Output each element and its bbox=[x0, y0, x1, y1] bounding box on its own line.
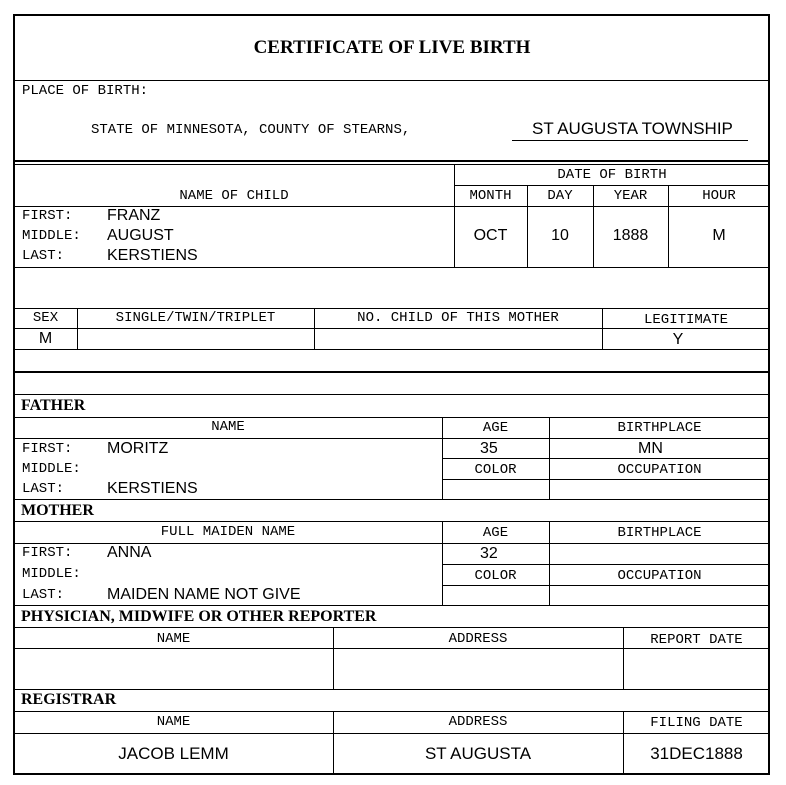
plurality-label: SINGLE/TWIN/TRIPLET bbox=[115, 310, 276, 326]
mother-last-label: LAST: bbox=[22, 587, 65, 603]
father-birthplace-label: BIRTHPLACE bbox=[617, 420, 702, 436]
father-occupation-label: OCCUPATION bbox=[617, 462, 702, 478]
township-underline bbox=[512, 140, 748, 141]
father-age-label: AGE bbox=[482, 420, 509, 436]
date-of-birth-header: DATE OF BIRTH bbox=[557, 167, 667, 183]
child-last-name: KERSTIENS bbox=[107, 247, 198, 264]
mother-last-name: MAIDEN NAME NOT GIVE bbox=[107, 586, 301, 603]
reporter-name-label: NAME bbox=[156, 631, 191, 647]
birth-day: 10 bbox=[551, 227, 569, 244]
child-middle-name: AUGUST bbox=[107, 227, 174, 244]
birth-hour: M bbox=[712, 227, 726, 244]
father-last-label: LAST: bbox=[22, 481, 65, 497]
filing-date-label: FILING DATE bbox=[650, 715, 743, 731]
report-date-label: REPORT DATE bbox=[650, 632, 743, 648]
month-label: MONTH bbox=[469, 188, 512, 204]
mother-name-header: FULL MAIDEN NAME bbox=[160, 524, 296, 540]
father-age: 35 bbox=[480, 440, 498, 457]
mother-occupation-label: OCCUPATION bbox=[617, 568, 702, 584]
father-color-label: COLOR bbox=[474, 462, 517, 478]
hour-label: HOUR bbox=[702, 188, 736, 204]
father-section-label: FATHER bbox=[21, 397, 86, 414]
reporter-address-label: ADDRESS bbox=[448, 631, 508, 647]
filing-date: 31DEC1888 bbox=[650, 744, 743, 763]
legitimate-label: LEGITIMATE bbox=[643, 312, 728, 328]
child-first-label: FIRST: bbox=[22, 208, 73, 224]
child-first-name: FRANZ bbox=[107, 207, 161, 224]
father-first-name: MORITZ bbox=[107, 440, 169, 457]
reporter-section-label: PHYSICIAN, MIDWIFE OR OTHER REPORTER bbox=[21, 608, 377, 625]
day-label: DAY bbox=[547, 188, 573, 204]
father-last-name: KERSTIENS bbox=[107, 480, 198, 497]
father-first-label: FIRST: bbox=[22, 441, 73, 457]
mother-age-label: AGE bbox=[482, 525, 509, 541]
mother-first-label: FIRST: bbox=[22, 545, 73, 561]
child-last-label: LAST: bbox=[22, 248, 65, 264]
registrar-name: JACOB LEMM bbox=[118, 744, 229, 763]
registrar-address: ST AUGUSTA bbox=[424, 744, 532, 763]
year-label: YEAR bbox=[613, 188, 648, 204]
child-number-label: NO. CHILD OF THIS MOTHER bbox=[357, 310, 559, 326]
name-of-child-header: NAME OF CHILD bbox=[179, 188, 289, 204]
township-value: ST AUGUSTA TOWNSHIP bbox=[532, 119, 733, 138]
birth-year: 1888 bbox=[612, 227, 649, 244]
mother-color-label: COLOR bbox=[474, 568, 517, 584]
certificate-title: CERTIFICATE OF LIVE BIRTH bbox=[253, 37, 531, 58]
place-of-birth-label: PLACE OF BIRTH: bbox=[22, 83, 149, 99]
mother-age: 32 bbox=[480, 545, 498, 562]
father-middle-label: MIDDLE: bbox=[22, 461, 81, 477]
sex-value: M bbox=[38, 330, 53, 347]
legitimate-value: Y bbox=[672, 331, 684, 348]
father-name-header: NAME bbox=[211, 419, 245, 435]
state-county-text: STATE OF MINNESOTA, COUNTY OF STEARNS, bbox=[91, 122, 411, 138]
registrar-section-label: REGISTRAR bbox=[21, 691, 117, 708]
mother-first-name: ANNA bbox=[107, 544, 152, 561]
mother-section-label: MOTHER bbox=[21, 502, 94, 519]
registrar-address-label: ADDRESS bbox=[448, 714, 508, 730]
birth-month: OCT bbox=[473, 227, 508, 244]
mother-middle-label: MIDDLE: bbox=[22, 566, 81, 582]
registrar-name-label: NAME bbox=[156, 714, 191, 730]
sex-label: SEX bbox=[32, 310, 59, 326]
child-middle-label: MIDDLE: bbox=[22, 228, 81, 244]
father-birthplace: MN bbox=[638, 440, 663, 457]
mother-birthplace-label: BIRTHPLACE bbox=[617, 525, 702, 541]
